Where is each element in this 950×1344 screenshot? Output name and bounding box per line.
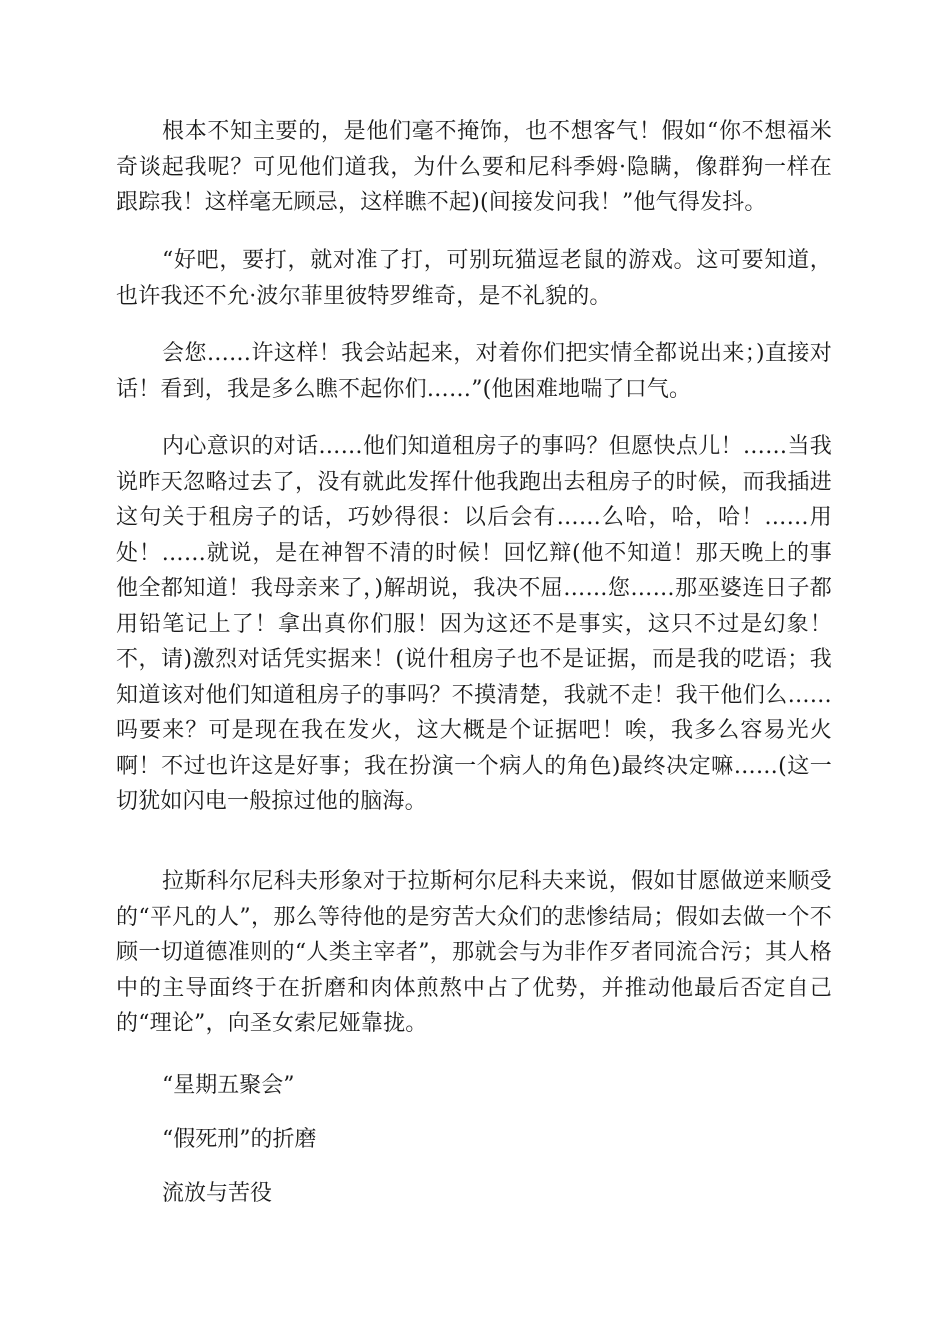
section-heading-mock-execution: “假死刑”的折磨 (162, 1127, 317, 1152)
paragraph-4: 内心意识的对话……他们知道租房子的事吗？但愿快点儿！……当我说昨天忽略过去了，没有就此发挥什他我跑出去租房子的时候，而我插进这句关于租房子的话，巧妙得很：以后会有……么哈，哈，哈！……用处！……就说，是在神智不清的时候！回忆辩(他不知道！那天晚上的事他全都知道！我母亲来了，)解胡说，我决不屈……您……那巫婆连日子都用铅笔记上了！拿出真你们服！因为这还不是事实，这只不过是幻象！不，请)激烈对话凭实据来！(说什租房子也不是证据，而是我的呓语；我知道该对他们知道租房子的事吗？不摸清楚，我就不走！我干他们么……吗要来？可是现在我在发火，这大概是个证据吧！唉，我多么容易光火啊！不过也许这是好事；我在扮演一个病人的角色)最终决定嘛……(这一切犹如闪电一般掠过他的脑海。 (116, 434, 832, 814)
section-heading-exile-and-labor: 流放与苦役 (162, 1181, 273, 1206)
paragraph-1: 根本不知主要的，是他们毫不掩饰，也不想客气！假如“你不想福米奇谈起我呢？可见他们道我，为什么要和尼科季姆·隐瞒，像群狗一样在跟踪我！这样毫无顾忌，这样瞧不起)(间接发问我！”他气得发抖。 (116, 119, 832, 215)
paragraph-3: 会您……许这样！我会站起来，对着你们把实情全都说出来；)直接对话！看到，我是多么瞧不起你们……”(他困难地喘了口气。 (116, 341, 832, 402)
paragraph-2: “好吧，要打，就对准了打，可别玩猫逗老鼠的游戏。这可要知道，也许我还不允·波尔菲里彼特罗维奇，是不礼貌的。 (116, 248, 832, 309)
section-heading-friday-gathering: “星期五聚会” (162, 1073, 295, 1098)
paragraph-5: 拉斯科尔尼科夫形象对于拉斯柯尔尼科夫来说，假如甘愿做逆来顺受的“平凡的人”，那么等待他的是穷苦大众们的悲惨结局；假如去做一个不顾一切道德准则的“人类主宰者”，那就会与为非作歹者同流合污；其人格中的主导面终于在折磨和肉体煎熬中占了优势，并推动他最后否定自己的“理论”，向圣女索尼娅靠拢。 (116, 869, 832, 1036)
